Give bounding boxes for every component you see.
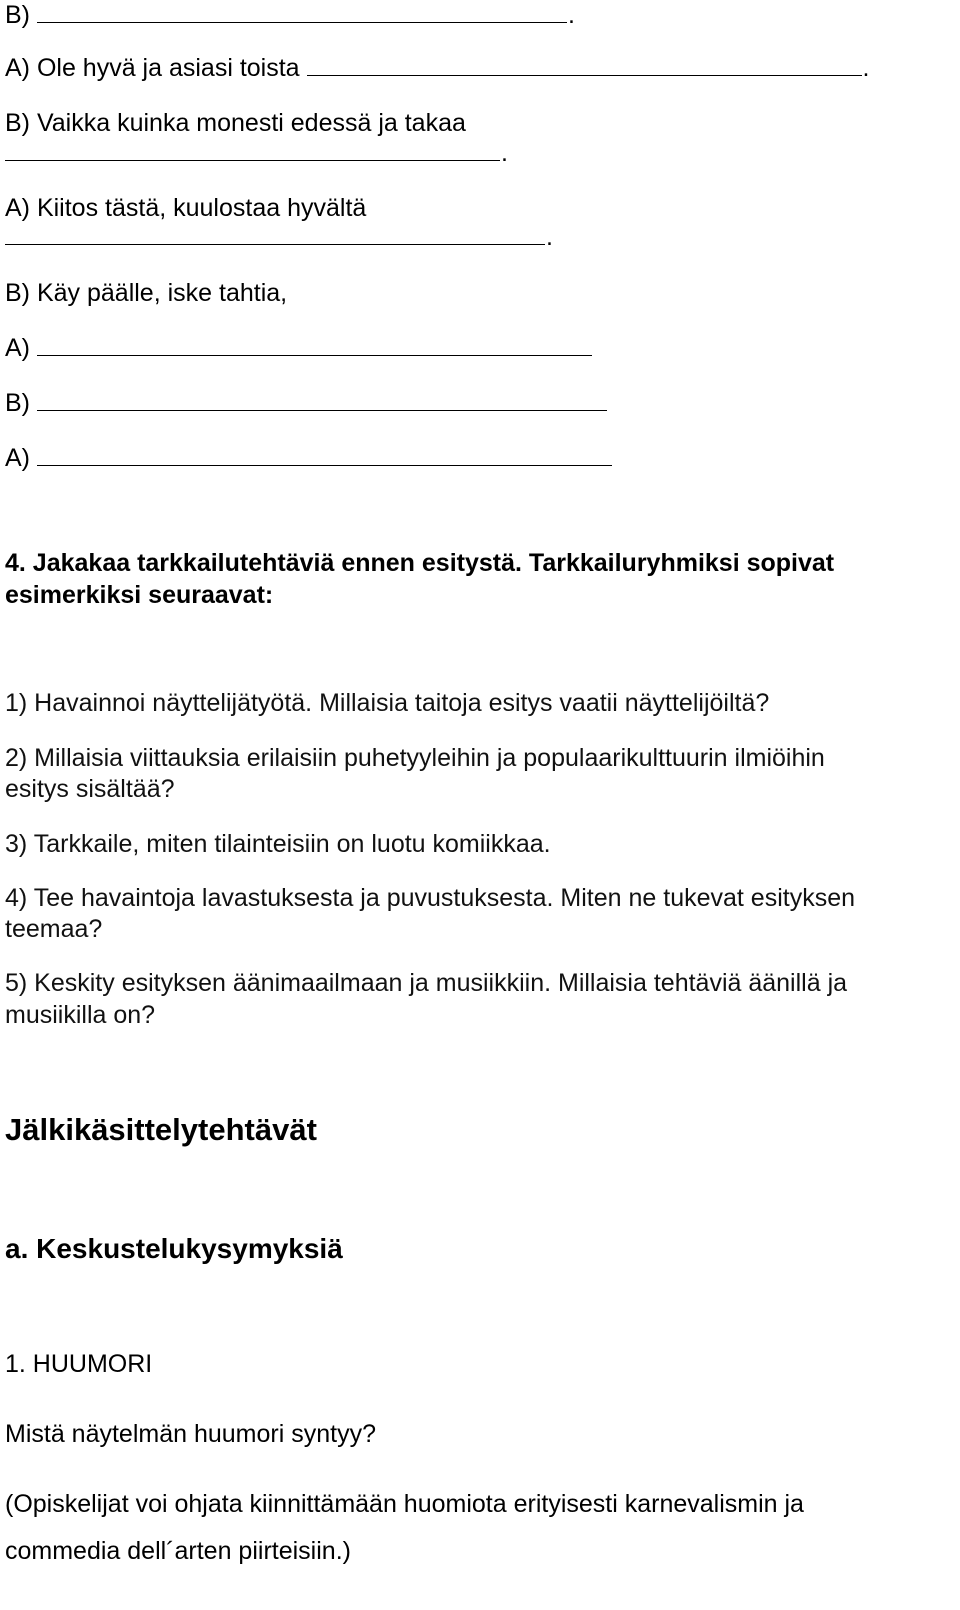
dialogue-line-9 [5,388,607,418]
speaker-label: B) [5,109,30,137]
task-4-heading-line-1: 4. Jakakaa tarkkailutehtäviä ennen esitystä. Tarkkailuryhmiksi sopivat [5,549,835,577]
speaker-label: A) [5,444,30,472]
dialogue-line-7 [5,278,287,308]
answer-blank[interactable] [37,388,607,411]
dialogue-text: Käy päälle, iske tahtia, [36,279,288,307]
dialogue-line-6: . [5,222,553,252]
speaker-label: B) [5,279,30,307]
subsection-heading: a. Keskustelukysymyksiä [5,1233,343,1264]
observation-item-4-cont: teemaa? [5,915,103,943]
dialogue-line-8 [5,333,592,363]
speaker-label: B) [5,389,30,417]
dialogue-line-4: . [5,138,508,168]
dialogue-line-2: A) Ole hyvä ja asiasi toista . [5,54,870,82]
dialogue-text: Ole hyvä ja asiasi toista [36,54,300,82]
answer-blank[interactable] [307,53,862,76]
observation-item-1: 1) Havainnoi näyttelijätyötä. Millaisia taitoja esitys vaatii näyttelijöiltä? [5,689,770,717]
speaker-label: A) [5,54,30,82]
observation-item-2-cont: esitys sisältää? [5,775,175,803]
answer-blank[interactable] [37,333,592,356]
discussion-question: Mistä näytelmän huumori syntyy? [5,1420,376,1448]
topic-heading: 1. HUUMORI [5,1350,153,1378]
section-heading: Jälkikäsittelytehtävät [5,1112,317,1147]
dialogue-line-5 [5,193,366,223]
teacher-note-line-1: (Opiskelijat voi ohjata kiinnittämään huomiota erityisesti karnevalismin ja [5,1490,804,1518]
observation-item-3: 3) Tarkkaile, miten tilainteisiin on luotu komiikkaa. [5,830,551,858]
dialogue-text: Vaikka kuinka monesti edessä ja takaa [36,109,466,137]
speaker-label: B) [5,1,30,29]
answer-blank[interactable] [37,443,612,466]
observation-item-2: 2) Millaisia viittauksia erilaisiin puhetyyleihin ja populaarikulttuurin ilmiöihin [5,744,825,772]
observation-item-5-cont: musiikilla on? [5,1001,156,1029]
speaker-label: A) [5,194,30,222]
dialogue-line-1: B) . [5,1,575,29]
teacher-note-line-2: commedia dell´arten piirteisiin.) [5,1537,351,1565]
task-4-heading-line-2: esimerkiksi seuraavat: [5,581,274,609]
answer-blank[interactable] [5,222,545,245]
dialogue-line-3 [5,108,466,138]
observation-item-5: 5) Keskity esityksen äänimaailmaan ja musiikkiin. Millaisia tehtäviä äänillä ja [5,969,848,997]
answer-blank[interactable] [5,138,500,161]
observation-item-4: 4) Tee havaintoja lavastuksesta ja puvustuksesta. Miten ne tukevat esityksen [5,884,856,912]
dialogue-text: Kiitos tästä, kuulostaa hyvältä [36,194,367,222]
answer-blank[interactable] [37,0,567,23]
speaker-label: A) [5,334,30,362]
dialogue-line-10 [5,443,612,473]
